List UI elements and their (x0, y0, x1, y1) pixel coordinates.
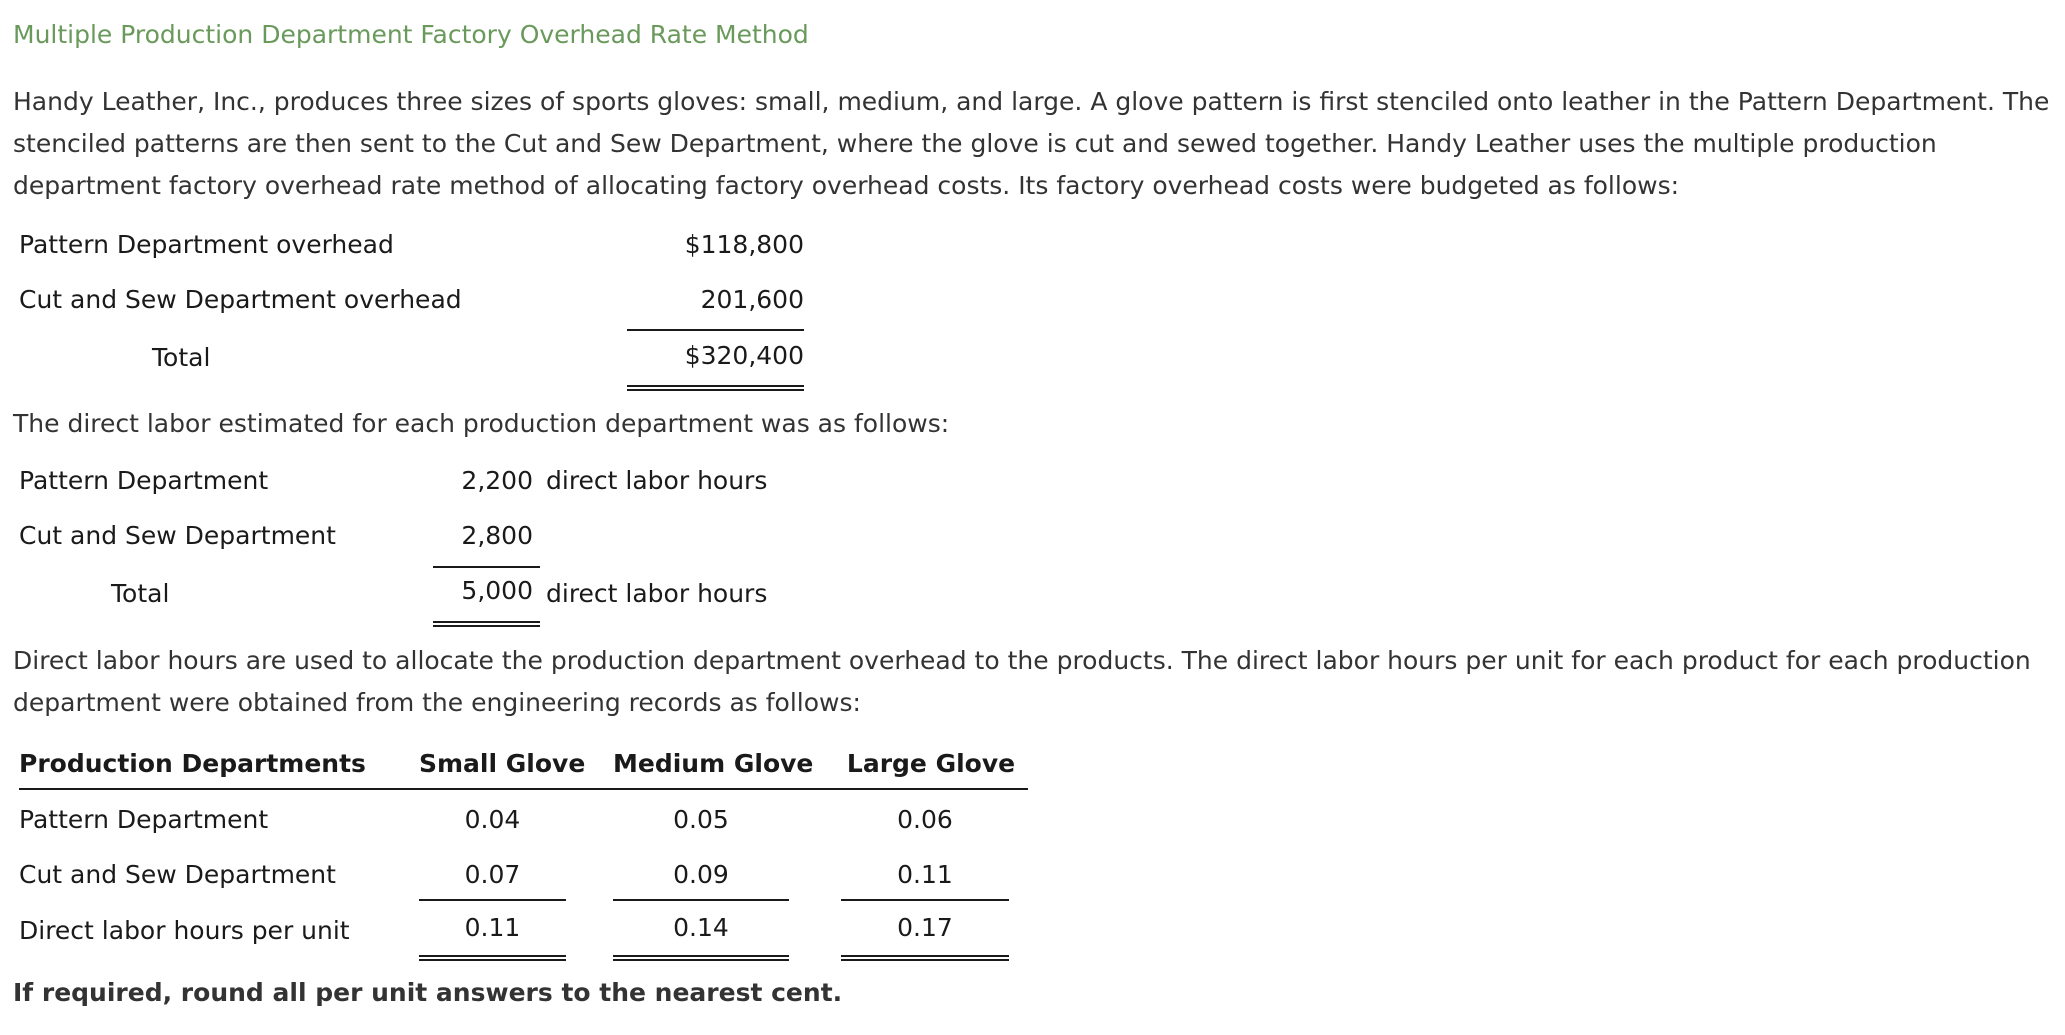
total-double-rule (613, 955, 789, 961)
page-title: Multiple Production Department Factory Overhead Rate Method (13, 20, 809, 49)
labor-row-value: 2,200 (461, 466, 533, 495)
overhead-row-value: $118,800 (684, 230, 804, 259)
subtotal-rule (433, 566, 540, 568)
intro-text: Handy Leather, Inc., produces three sizes of sports gloves: small, medium, and large. A glove pattern is first stenciled onto leather in the Pattern Department. The stenciled patterns are then sent to the Cut and Sew Department, where the glove is cut and sewed together. Handy Leather uses the multiple production department factory overhead rate method of allocating factory overhead costs. Its factory overhead costs were budgeted as follows: (13, 87, 2050, 200)
products-cell: 0.11 (897, 860, 953, 889)
column-header: Medium Glove (613, 749, 814, 778)
products-cell: 0.04 (464, 805, 521, 834)
products-cell: 0.11 (464, 913, 521, 942)
overhead-table (19, 230, 804, 390)
overhead-total-label: Total (152, 343, 211, 372)
column-header: Large Glove (846, 749, 1016, 778)
labor-total-label: Total (111, 579, 170, 608)
header-rule (19, 788, 1028, 790)
total-double-rule (841, 955, 1009, 961)
overhead-row-value: 201,600 (700, 285, 804, 314)
overhead-total-value: $320,400 (684, 341, 804, 370)
column-header: Small Glove (419, 749, 586, 778)
products-cell: 0.14 (673, 913, 729, 942)
products-intro-text: Direct labor hours are used to allocate the production department overhead to the products. The direct labor hours per unit for each product for each production department were obtained from the engineering records as follows: (13, 646, 2031, 717)
products-row-label: Direct labor hours per unit (19, 916, 350, 945)
overhead-row-label: Cut and Sew Department overhead (19, 285, 462, 314)
subtotal-rule (627, 329, 804, 331)
labor-total-value: 5,000 (461, 576, 533, 605)
labor-row-value: 2,800 (461, 521, 533, 550)
total-double-rule (627, 385, 804, 391)
labor-intro-text: The direct labor estimated for each production department was as follows: (13, 409, 950, 438)
products-row-label: Pattern Department (19, 805, 269, 834)
labor-row-unit: direct labor hours (546, 466, 768, 495)
total-double-rule (419, 955, 566, 961)
overhead-row-label: Pattern Department overhead (19, 230, 394, 259)
products-cell: 0.17 (897, 913, 953, 942)
products-cell: 0.06 (897, 805, 953, 834)
intro-paragraph (13, 81, 2053, 207)
subtotal-rule (841, 899, 1009, 901)
products-cell: 0.05 (673, 805, 729, 834)
labor-intro-paragraph (13, 403, 2053, 445)
products-cell: 0.07 (464, 860, 521, 889)
products-table (19, 745, 1049, 975)
labor-total-unit: direct labor hours (546, 579, 768, 608)
products-intro-paragraph (13, 640, 2053, 724)
labor-table (19, 466, 799, 631)
column-header: Production Departments (19, 749, 366, 778)
labor-row-label: Pattern Department (19, 466, 269, 495)
products-row-label: Cut and Sew Department (19, 860, 336, 889)
rounding-note: If required, round all per unit answers to the nearest cent. (13, 978, 843, 1007)
total-double-rule (433, 621, 540, 627)
products-cell: 0.09 (673, 860, 729, 889)
labor-row-label: Cut and Sew Department (19, 521, 336, 550)
subtotal-rule (613, 899, 789, 901)
subtotal-rule (419, 899, 566, 901)
